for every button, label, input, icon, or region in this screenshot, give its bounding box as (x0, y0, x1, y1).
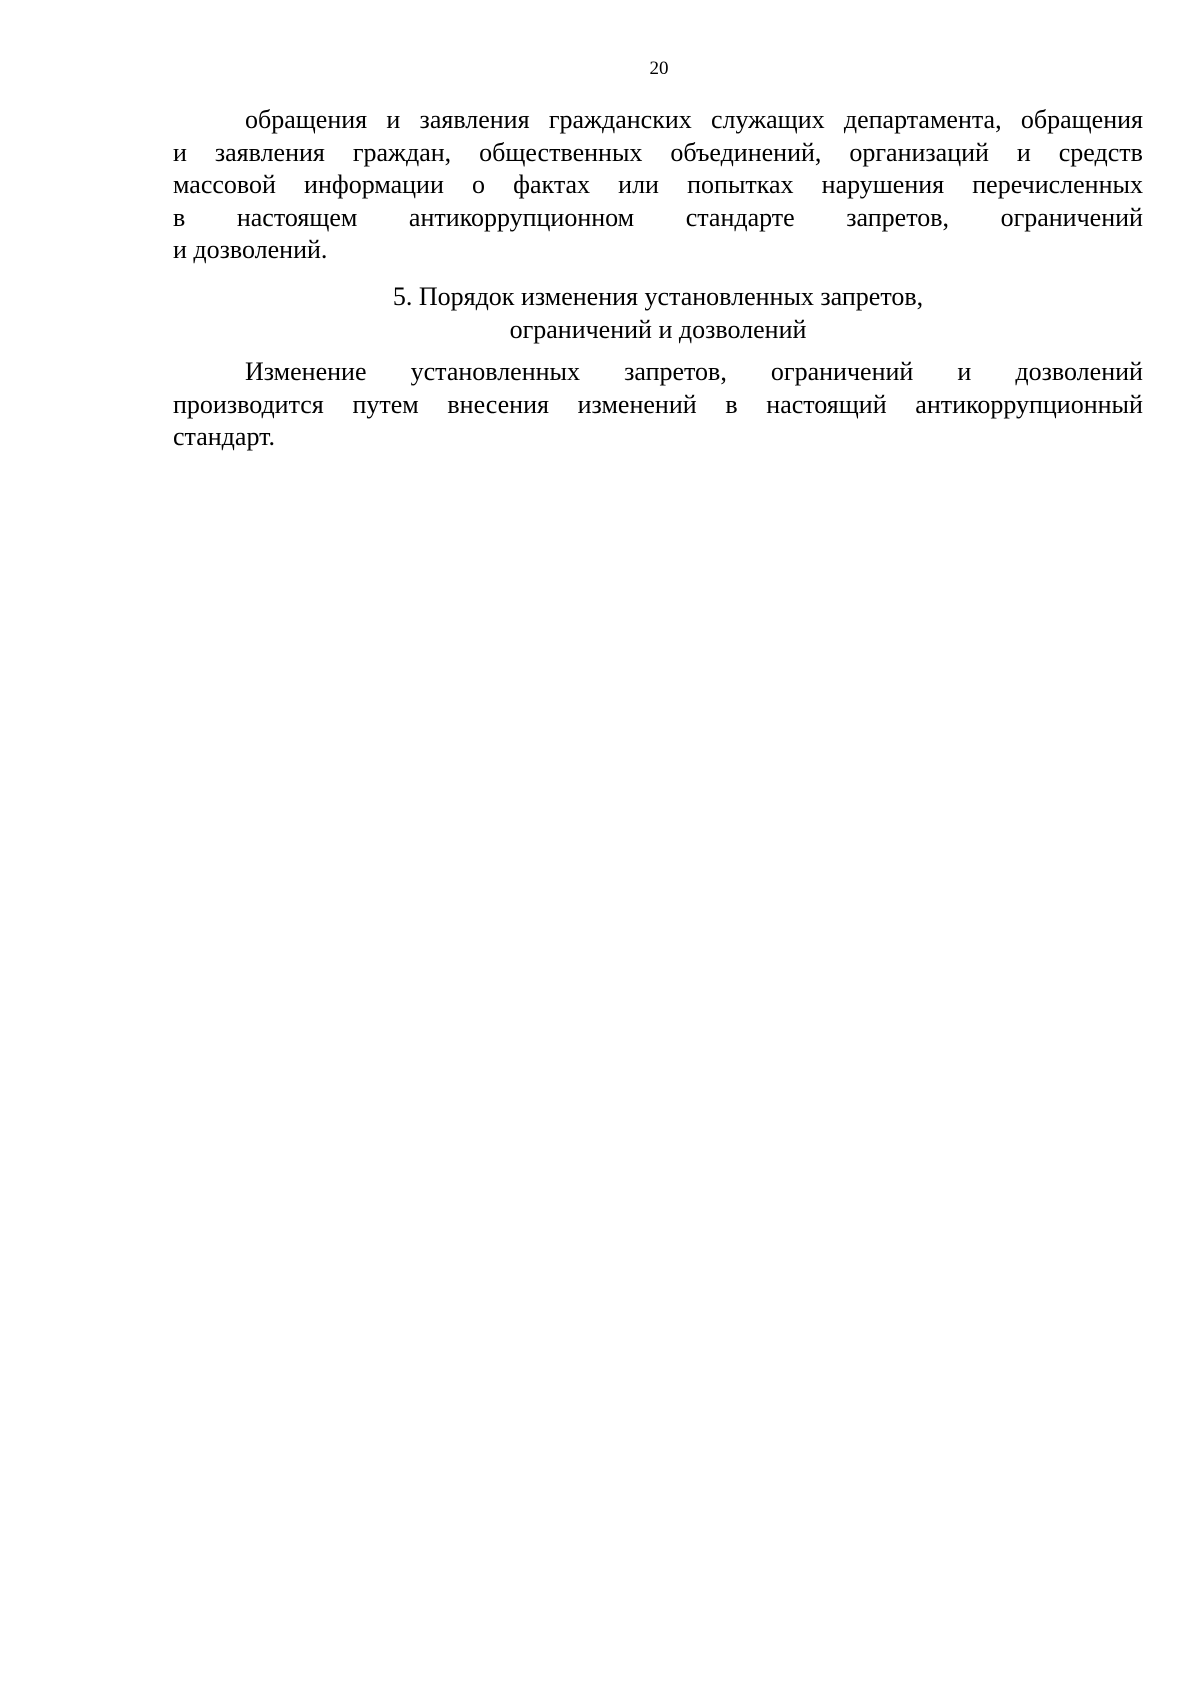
paragraph-line: в настоящем антикоррупционном стандарте запретов, ограничений (173, 202, 1143, 232)
section-heading-line-2: ограничений и дозволений (509, 314, 807, 344)
paragraph-line: и дозволений. (173, 235, 328, 265)
section-heading (173, 281, 1143, 346)
paragraph-continuation (173, 104, 1143, 267)
paragraph-line: массовой информации о фактах или попытках нарушения перечисленных (173, 170, 1143, 200)
paragraph-line: обращения и заявления гражданских служащих департамента, обращения (245, 105, 1143, 134)
paragraph-line: Изменение установленных запретов, ограничений и дозволений (245, 357, 1143, 386)
section-paragraph (173, 356, 1143, 454)
section-heading-line-1: 5. Порядок изменения установленных запретов, (392, 282, 924, 311)
paragraph-line: стандарт. (173, 422, 276, 452)
page-number: 20 (649, 58, 669, 79)
paragraph-line: производится путем внесения изменений в настоящий антикоррупционный (173, 389, 1143, 419)
paragraph-line: и заявления граждан, общественных объединений, организаций и средств (173, 137, 1143, 167)
